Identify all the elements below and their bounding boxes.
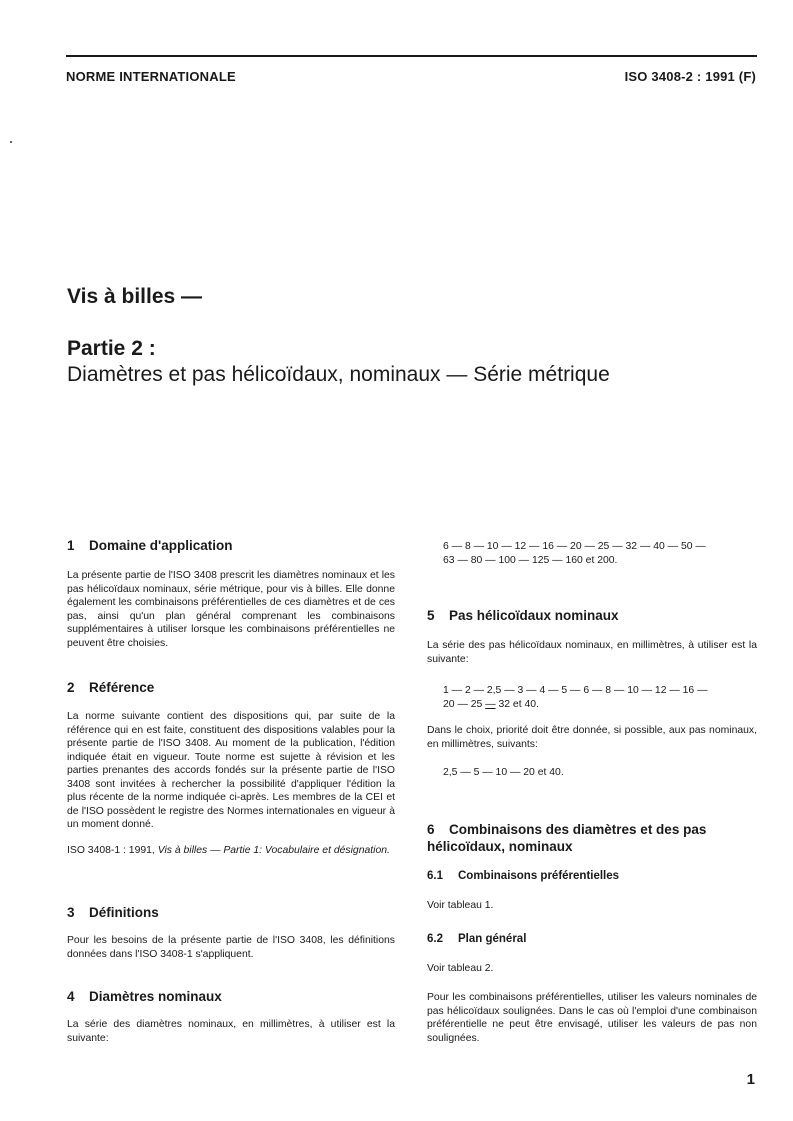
section-4-body — [67, 1018, 395, 1045]
section-5-body — [427, 639, 757, 666]
section-3-body — [67, 934, 395, 961]
pitch-series — [443, 684, 758, 711]
section-5-text: La série des pas hélicoïdaux nominaux, en millimètres, à utiliser est la suivante: — [427, 640, 757, 665]
header-standard-code: ISO 3408-2 : 1991 (F) — [624, 69, 756, 84]
section-5-priority-text: Dans le choix, priorité doit être donnée, si possible, aux pas nominaux, en millimètres, suivants: — [427, 725, 757, 750]
section-5-heading: 5 Pas hélicoïdaux nominaux — [427, 608, 619, 623]
section-4-text: La série des diamètres nominaux, en millimètres, à utiliser est la suivante: — [67, 1019, 395, 1044]
header-rule — [66, 55, 757, 57]
section-6-heading: 6 Combinaisons des diamètres et des pas hélicoïdaux, nominaux — [427, 822, 707, 854]
diameter-series-line-1: 6 — 8 — 10 — 12 — 16 — 20 — 25 — 32 — 40 — 50 — — [443, 541, 706, 552]
section-5-body-2 — [427, 724, 757, 751]
diameter-series — [443, 540, 758, 567]
section-6-1-heading: 6.1 Combinaisons préférentielles — [427, 870, 620, 882]
section-1-body — [67, 569, 395, 650]
header-standard-type: NORME INTERNATIONALE — [66, 69, 236, 84]
section-1-text: La présente partie de l'ISO 3408 prescrit les diamètres nominaux et les pas hélicoïdaux nominaux, série métrique, pour vis à billes. Elle donne également les combinaisons préférentielles de ces diamètres et de ces pas, ainsi qu'un plan général comprenant les combinaisons supplémentaires à utiliser lorsque les combinaisons préférentielles ne peuvent être choisies. — [67, 570, 395, 649]
page-number: 1 — [746, 1071, 755, 1088]
section-6-body — [427, 991, 757, 1045]
document-part: Partie 2 : — [67, 337, 156, 360]
section-2-text: La norme suivante contient des dispositions qui, par suite de la référence qui en est faite, constituent des dispositions valables pour la présente partie de l'ISO 3408. Au moment de la publication, l'édition indiquée était en vigueur. Toute norme est sujette à révision et les parties prenantes des accords fondés sur la présente partie de l'ISO 3408 sont invitées à rechercher la possibilité d'appliquer l'édition la plus récente de la norme indiquée ci-après. Les membres de la CEI et de l'ISO possèdent le registre des Normes internationales en vigueur à un moment donné. — [67, 711, 395, 830]
section-6-1-text: Voir tableau 1. — [427, 900, 494, 911]
preferred-pitch-series — [443, 766, 758, 780]
section-6-text: Pour les combinaisons préférentielles, utiliser les valeurs nominales de pas hélicoïdaux soulignées. Dans le cas où l'emploi d'une combinaison préférentielle ne peut être envisagé, utiliser les valeurs de pas non soulignées. — [427, 992, 757, 1044]
pitch-series-line-2: 20 — 25 — 32 et 40. — [443, 698, 539, 710]
section-1-heading: 1 Domaine d'application — [67, 538, 233, 553]
pitch-series-line-1: 1 — 2 — 2,5 — 3 — 4 — 5 — 6 — 8 — 10 — 12 — 16 — — [443, 685, 708, 696]
section-6-2-text: Voir tableau 2. — [427, 963, 494, 974]
section-2-body — [67, 710, 395, 857]
section-6-2-heading: 6.2 Plan général — [427, 933, 527, 945]
section-6-1-body — [427, 899, 757, 913]
document-subtitle: Diamètres et pas hélicoïdaux, nominaux — Série métrique — [67, 363, 610, 386]
preferred-pitch-series-line: 2,5 — 5 — 10 — 20 et 40. — [443, 767, 564, 778]
document-title: Vis à billes — — [67, 285, 203, 308]
margin-speck — [10, 141, 12, 143]
section-2-heading: 2 Référence — [67, 680, 155, 695]
diameter-series-line-2: 63 — 80 — 100 — 125 — 160 et 200. — [443, 554, 618, 566]
section-3-heading: 3 Définitions — [67, 905, 159, 920]
section-3-text: Pour les besoins de la présente partie de l'ISO 3408, les définitions données dans l'ISO 3408-1 s'appliquent. — [67, 935, 395, 960]
section-6-2-body — [427, 962, 757, 976]
section-4-heading: 4 Diamètres nominaux — [67, 989, 222, 1004]
section-2-reference: ISO 3408-1 : 1991, Vis à billes — Partie 1: Vocabulaire et désignation. — [67, 844, 390, 856]
